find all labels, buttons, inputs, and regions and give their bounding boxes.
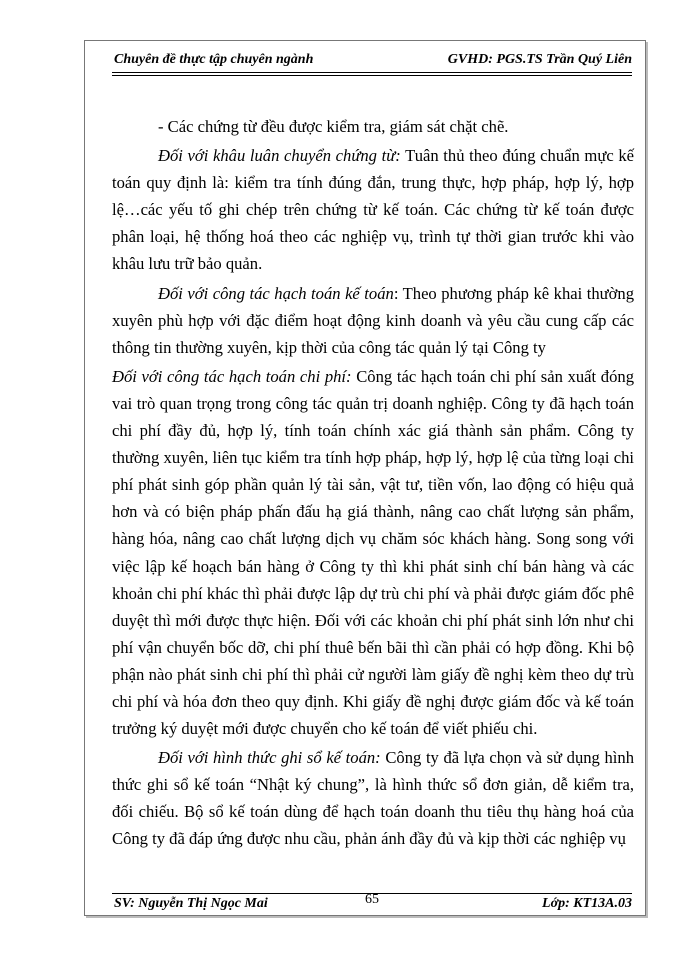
footer-class: Lớp: KT13A.03 xyxy=(542,896,632,911)
header-title: Chuyên đề thực tập chuyên ngành xyxy=(114,52,314,67)
paragraph-2-lead: Đối với khâu luân chuyển chứng từ: xyxy=(158,146,401,166)
paragraph-3-lead: Đối với công tác hạch toán kế toán xyxy=(158,283,394,303)
paragraph-5-text: Công ty đã lựa chọn và sử dụng hình thức ghi sổ kế toán “Nhật ký chung”, là hình thức sổ đơn giản, dễ kiểm tra, đối chiếu. Bộ sổ kế toán dùng để hạch toán doanh thu tiêu thụ hàng hoá của Công ty đã đáp ứng được nhu cầu, phản ánh đầy đủ và kịp thời các nghiệp vụ xyxy=(112,748,634,849)
paragraph-4 xyxy=(112,363,634,742)
footer-student: SV: Nguyễn Thị Ngọc Mai xyxy=(114,896,268,911)
paragraph-1-text: - Các chứng từ đều được kiểm tra, giám sát chặt chẽ. xyxy=(158,117,509,136)
header-rule xyxy=(112,72,632,73)
paragraph-1 xyxy=(112,113,634,140)
header-advisor: GVHD: PGS.TS Trần Quý Liên xyxy=(447,52,632,67)
paragraph-3 xyxy=(112,280,634,361)
paragraph-4-text: Công tác hạch toán chi phí sản xuất đóng vai trò quan trọng trong công tác quản trị doanh nghiệp. Công ty đã hạch toán chi phí đầy đủ, hợp lý, tính toán chính xác giá thành sản phẩm. Công ty thường xuyên, liên tục kiểm tra tính hợp pháp, hợp lý, hợp lệ của từng loại chi phí phát sinh góp phần quản lý tài sản, vật tư, tiền vốn, lao động có hiệu quả hơn và có biện pháp phấn đấu hạ giá thành, nâng cao chất lượng sản phẩm, hàng hóa, nâng cao chất lượng dịch vụ chăm sóc khách hàng. Song song với việc lập kế hoạch bán hàng ở Công ty thì khi phát sinh chí bán hàng và các khoản chi phí khác thì phải được lập dự trù chi phí và phải được giám đốc phê duyệt thì mới được thực hiện. Đối với các khoản chi phí phát sinh lớn như chi phí vận chuyển bốc dỡ, chi phí thuê bến bãi thì cần phải có hợp đồng. Khi bộ phận nào phát sinh chi phí thì phải cử người làm giấy đề nghị kèm theo dự trù chi phí và hóa đơn theo quy định. Khi giấy đề nghị được giám đốc và kế toán trưởng ký duyệt mới được chuyển cho kế toán để viết phiếu chi. xyxy=(112,366,634,739)
paragraph-4-lead: Đối với công tác hạch toán chi phí: xyxy=(112,366,352,386)
document-body xyxy=(112,113,634,853)
page-number: 65 xyxy=(365,892,379,907)
paragraph-3-text: : Theo phương pháp kê khai thường xuyên phù hợp với đặc điểm hoạt động kinh doanh và yêu cầu cung cấp các thông tin thường xuyên, kịp thời của công tác quản lý tại Công ty xyxy=(112,283,634,357)
header-rule-double xyxy=(112,75,632,76)
paragraph-5-lead: Đối với hình thức ghi sổ kế toán: xyxy=(158,748,381,768)
paragraph-2-text: Tuân thủ theo đúng chuẩn mực kế toán quy định là: kiểm tra tính đúng đắn, trung thực, hợp pháp, hợp lý, hợp lệ…các yếu tố ghi chép trên chứng từ kế toán. Các chứng từ kế toán được phân loại, hệ thống hoá theo các nghiệp vụ, trình tự thời gian trước khi vào khâu lưu trữ bảo quản. xyxy=(112,146,634,274)
paragraph-5 xyxy=(112,744,634,852)
page-header xyxy=(112,52,632,72)
paragraph-2 xyxy=(112,142,634,277)
page-footer xyxy=(112,892,632,916)
